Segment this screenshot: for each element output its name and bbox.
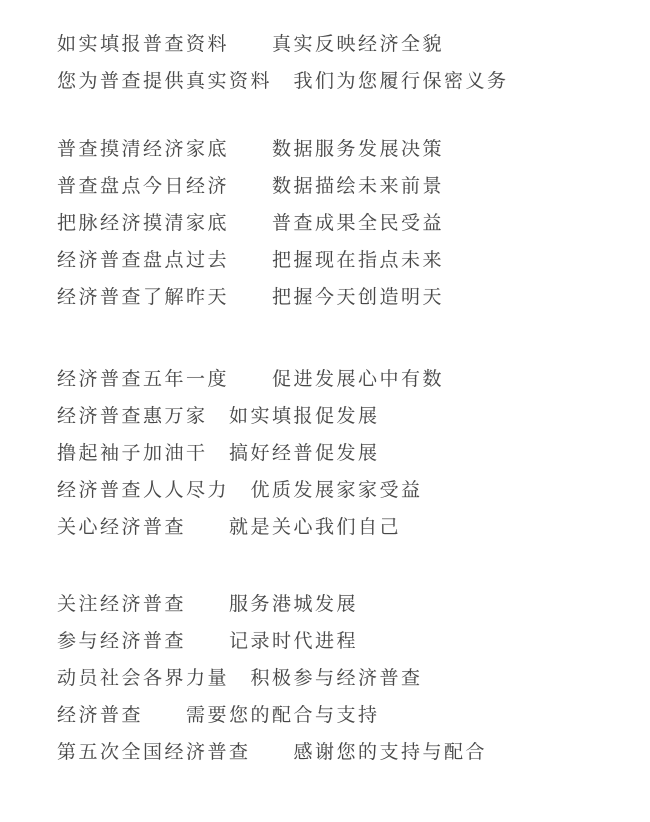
slogan-line: 关注经济普查 服务港城发展 (57, 594, 359, 615)
slogan-group-2 (57, 131, 630, 316)
slogan-group-1 (57, 26, 630, 100)
slogan-line: 动员社会各界力量 积极参与经济普查 (57, 668, 423, 689)
slogan-line: 第五次全国经济普查 感谢您的支持与配合 (57, 742, 488, 763)
slogan-line: 经济普查人人尽力 优质发展家家受益 (57, 480, 423, 501)
slogan-line: 经济普查惠万家 如实填报促发展 (57, 406, 380, 427)
slogan-line: 撸起袖子加油干 搞好经普促发展 (57, 443, 380, 464)
slogan-line: 经济普查 需要您的配合与支持 (57, 705, 380, 726)
slogan-line: 参与经济普查 记录时代进程 (57, 631, 359, 652)
slogan-line: 经济普查盘点过去 把握现在指点未来 (57, 250, 445, 271)
slogan-line: 普查盘点今日经济 数据描绘未来前景 (57, 176, 445, 197)
slogan-line: 如实填报普查资料 真实反映经济全貌 (57, 34, 445, 55)
slogan-line: 经济普查了解昨天 把握今天创造明天 (57, 287, 445, 308)
slogan-line: 您为普查提供真实资料 我们为您履行保密义务 (57, 71, 509, 92)
slogan-line: 经济普查五年一度 促进发展心中有数 (57, 369, 445, 390)
slogan-line: 把脉经济摸清家底 普查成果全民受益 (57, 213, 445, 234)
slogan-line: 普查摸清经济家底 数据服务发展决策 (57, 139, 445, 160)
slogan-line: 关心经济普查 就是关心我们自己 (57, 517, 402, 538)
slogan-group-4 (57, 586, 630, 771)
slogan-group-3 (57, 361, 630, 546)
